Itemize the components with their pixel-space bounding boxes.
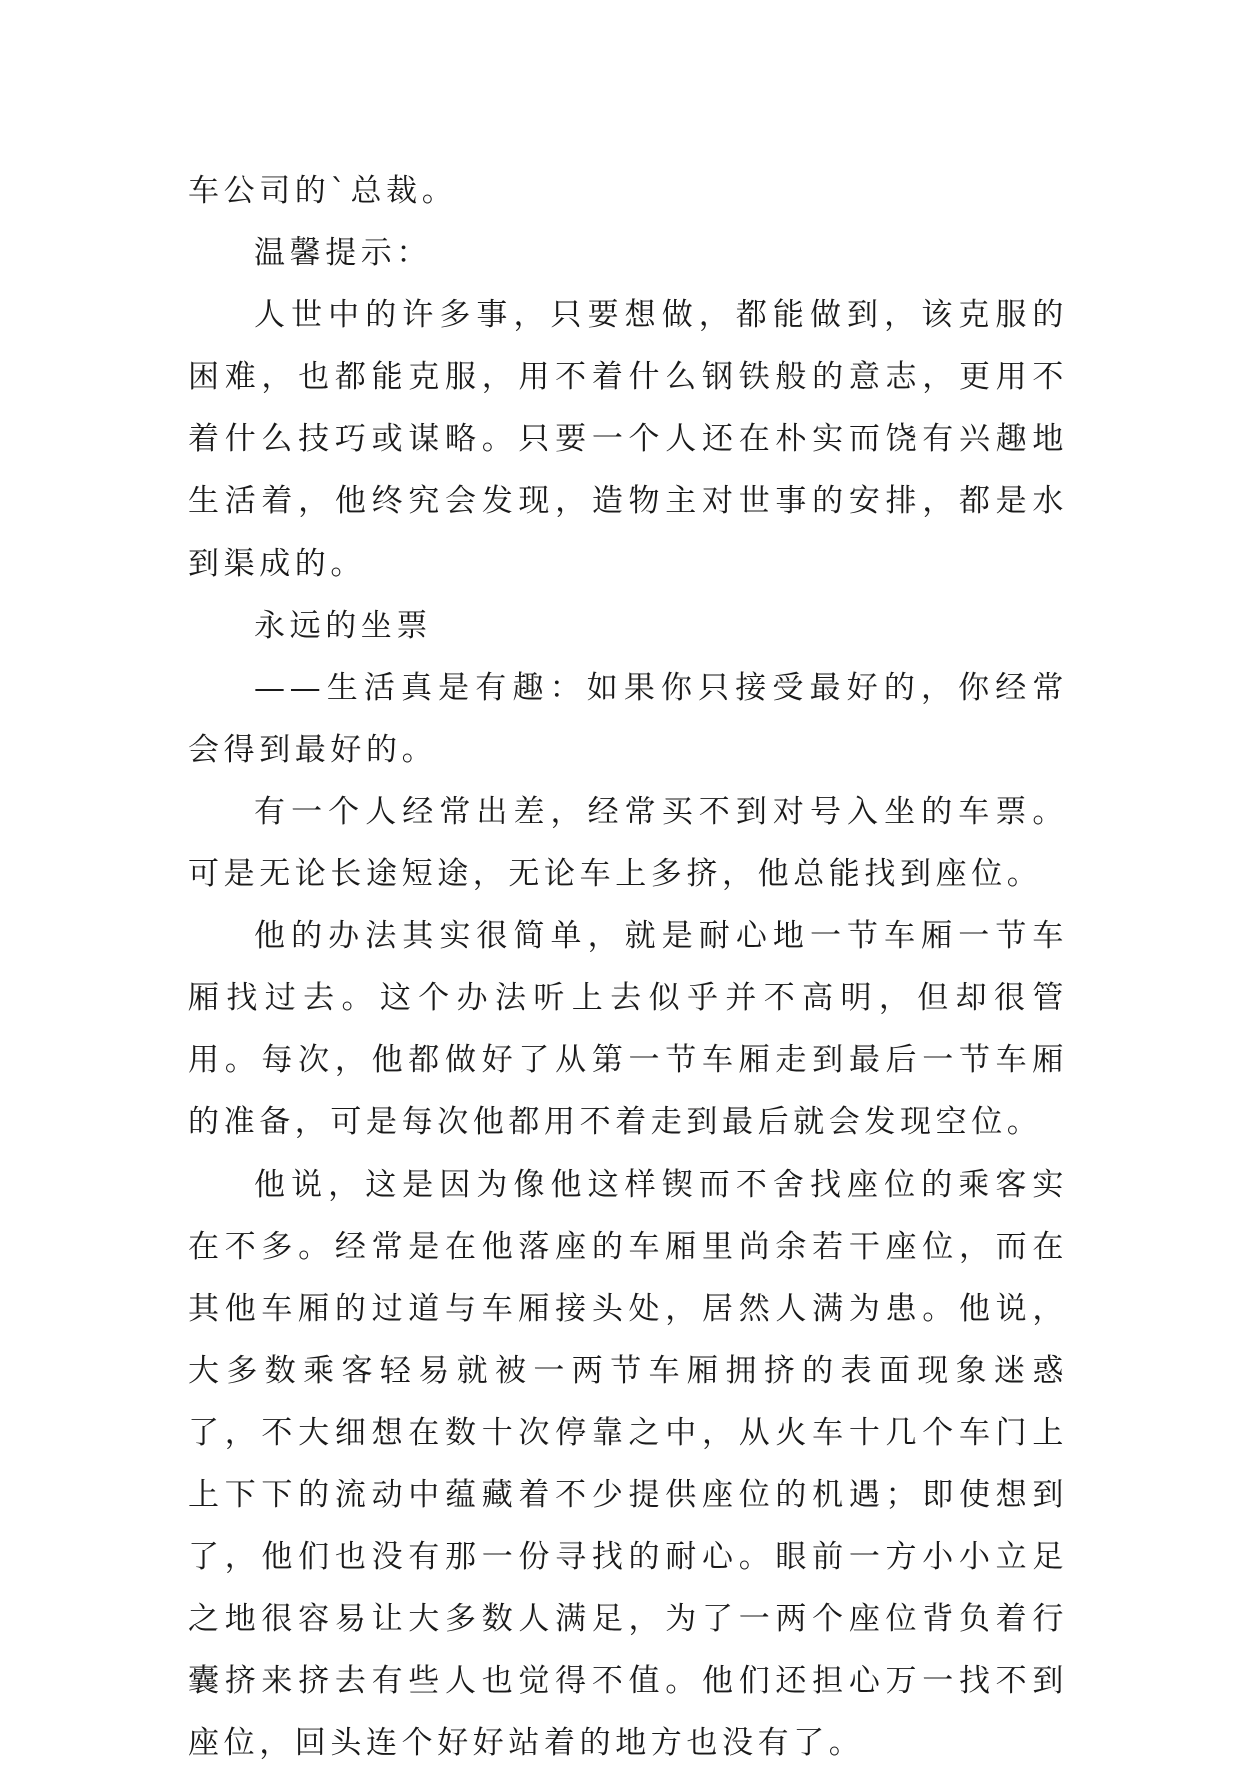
paragraph-tip-heading: 温馨提示： bbox=[188, 222, 1068, 284]
paragraph-continuation: 车公司的`总裁。 bbox=[188, 160, 1068, 222]
document-body bbox=[188, 160, 1068, 1774]
paragraph: 他的办法其实很简单，就是耐心地一节车厢一节车厢找过去。这个办法听上去似乎并不高明，但却很管用。每次，他都做好了从第一节车厢走到最后一节车厢的准备，可是每次他都用不着走到最后就会发现空位。 bbox=[188, 905, 1068, 1153]
article-subtitle: ——生活真是有趣：如果你只接受最好的，你经常会得到最好的。 bbox=[188, 657, 1068, 781]
paragraph-tip-body: 人世中的许多事，只要想做，都能做到，该克服的困难，也都能克服，用不着什么钢铁般的意志，更用不着什么技巧或谋略。只要一个人还在朴实而饶有兴趣地生活着，他终究会发现，造物主对世事的安排，都是水到渠成的。 bbox=[188, 284, 1068, 594]
article-title: 永远的坐票 bbox=[188, 595, 1068, 657]
paragraph: 有一个人经常出差，经常买不到对号入坐的车票。可是无论长途短途，无论车上多挤，他总能找到座位。 bbox=[188, 781, 1068, 905]
paragraph: 他说，这是因为像他这样锲而不舍找座位的乘客实在不多。经常是在他落座的车厢里尚余若干座位，而在其他车厢的过道与车厢接头处，居然人满为患。他说，大多数乘客轻易就被一两节车厢拥挤的表面现象迷惑了，不大细想在数十次停靠之中，从火车十几个车门上上下下的流动中蕴藏着不少提供座位的机遇；即使想到了，他们也没有那一份寻找的耐心。眼前一方小小立足之地很容易让大多数人满足，为了一两个座位背负着行囊挤来挤去有些人也觉得不值。他们还担心万一找不到座位，回头连个好好站着的地方也没有了。 bbox=[188, 1154, 1068, 1774]
